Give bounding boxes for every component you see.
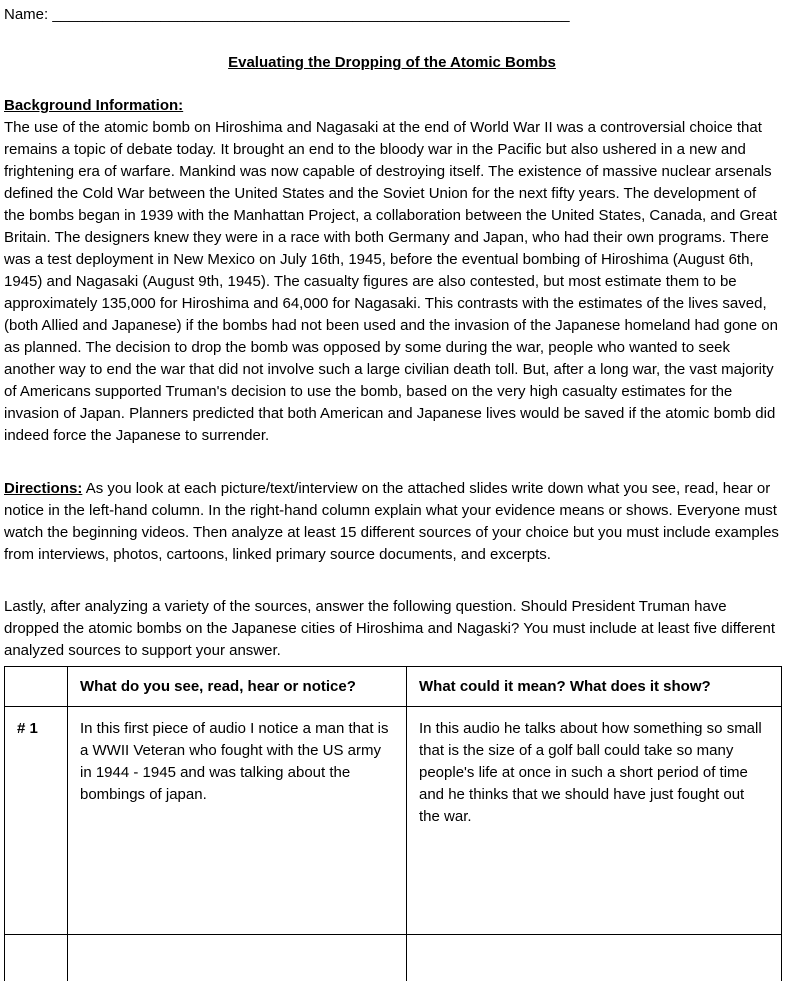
row2-number-cell: [5, 935, 68, 981]
background-heading: Background Information:: [4, 97, 184, 114]
name-label: Name:: [4, 6, 49, 23]
header-cell-number: [5, 667, 68, 707]
row1-number-cell: # 1: [5, 707, 68, 935]
directions-text: As you look at each picture/text/interview on the attached slides write down what you see, read, hear or notice in the left-hand column. In the right-hand column explain what your evidence means or shows. Everyone must watch the beginning videos. Then analyze at least 15 different sources of your choice but you must include examples from interviews, photos, cartoons, linked primary source documents, and excerpts.: [4, 480, 779, 563]
row2-observe-cell: [68, 935, 407, 981]
table-header-row: [5, 667, 782, 707]
lastly-paragraph: Lastly, after analyzing a variety of the sources, answer the following question. Should President Truman have dropped the atomic bombs on the Japanese cities of Hiroshima and Nagaski? You must include at least five different analyzed sources to support your answer.: [4, 598, 776, 659]
header-cell-meaning: What could it mean? What does it show?: [407, 667, 782, 707]
page-title: Evaluating the Dropping of the Atomic Bombs: [228, 54, 556, 71]
name-blank-line: ______________________________________________________________: [52, 6, 570, 23]
background-paragraph: The use of the atomic bomb on Hiroshima and Nagasaki at the end of World War II was a controversial choice that remains a topic of debate today. It brought an end to the bloody war in the Pacific but also ushered in a new and frightening era of warfare. Mankind was now capable of destroying itself. The existence of massive nuclear arsenals defined the Cold War between the United States and the Soviet Union for the next fifty years. The development of the bombs began in 1939 with the Manhattan Project, a collaboration between the United States, Canada, and Great Britain. The designers knew they were in a race with both Germany and Japan, who had their own programs. There was a test deployment in New Mexico on July 16th, 1945, before the eventual bombing of Hiroshima (August 6th, 1945) and Nagasaki (August 9th, 1945). The casualty figures are also contested, but most estimate them to be approximately 135,000 for Hiroshima and 64,000 for Nagasaki. This contrasts with the estimates of the lives saved, (both Allied and Japanese) if the bombs had not been used and the invasion of the Japanese homeland had gone on as planned. The decision to drop the bomb was opposed by some during the war, people who wanted to seek another way to end the war that did not involve such a large civilian death toll. But, after a long war, the vast majority of Americans supported Truman's decision to use the bomb, based on the very high casualty estimates for the invasion of Japan. Planners predicted that both American and Japanese lives would be saved if the atomic bomb did indeed force the Japanese to surrender.: [4, 119, 778, 444]
name-line: [4, 4, 780, 26]
row1-observe-cell: In this first piece of audio I notice a man that is a WWII Veteran who fought with the US army in 1944 - 1945 and was talking about the bombings of japan.: [68, 707, 407, 935]
table-row-2: [5, 935, 782, 981]
table-row-1: [5, 707, 782, 935]
header-cell-observe: What do you see, read, hear or notice?: [68, 667, 407, 707]
row2-meaning-cell: [407, 935, 782, 981]
directions-paragraph: [4, 478, 780, 566]
row1-meaning-cell: In this audio he talks about how something so small that is the size of a golf ball could take so many people's life at once in such a short period of time and he thinks that we should have just fought out the war.: [407, 707, 782, 935]
directions-label: Directions:: [4, 480, 83, 497]
analysis-table: [4, 666, 782, 981]
